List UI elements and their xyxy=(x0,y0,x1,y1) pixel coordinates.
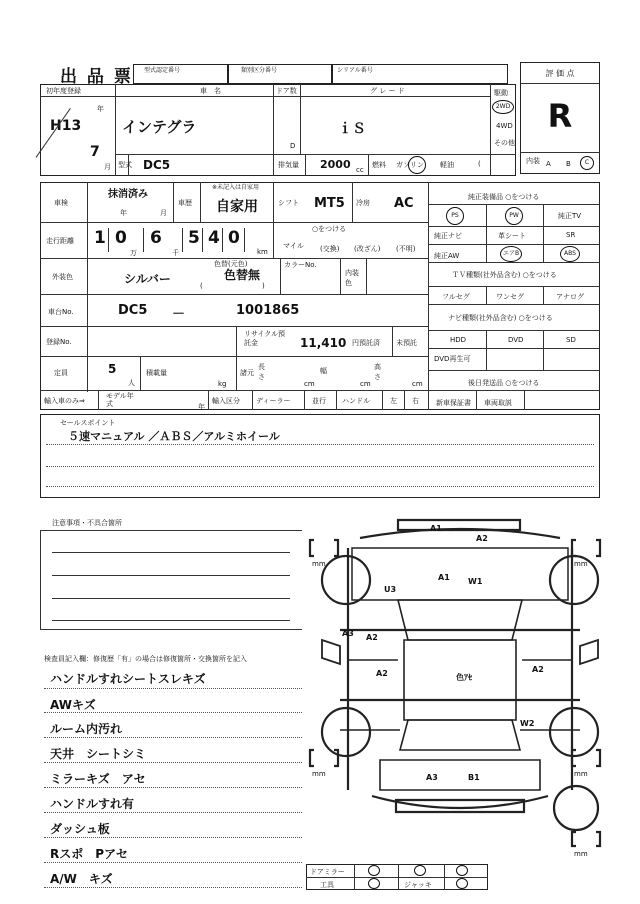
note-8: Rスポ Pアセ xyxy=(50,847,128,861)
form-title: 出 品 票 xyxy=(60,67,133,87)
mark-a3-rear: A3 xyxy=(426,773,438,782)
interior-c-circle: C xyxy=(580,156,594,170)
note-5: ミラーキズ アセ xyxy=(50,772,146,786)
airbag-circle: エアB xyxy=(500,246,522,262)
mark-a3-left: A3 xyxy=(342,629,354,638)
displacement: 2000 xyxy=(320,158,351,171)
mark-u3: U3 xyxy=(384,585,397,594)
reg-month: 7 xyxy=(90,144,100,160)
pw-circle: PW xyxy=(505,207,523,225)
mark-b1: B1 xyxy=(468,773,480,782)
exterior-color: シルバー xyxy=(124,272,171,286)
mirror-circle-3 xyxy=(456,865,468,876)
abs-circle: ABS xyxy=(560,246,580,262)
mark-a2-door: A2 xyxy=(376,669,388,678)
mark-a2-left: A2 xyxy=(366,633,378,642)
score-box: 評 価 点 R xyxy=(520,62,600,174)
ps-circle: PS xyxy=(446,207,464,225)
mark-a1-bumper: A1 xyxy=(430,524,442,533)
tools-circle xyxy=(368,878,380,889)
svg-text:mm: mm xyxy=(312,560,326,568)
note-9: A/W キズ xyxy=(50,872,113,886)
mirror-circle-1 xyxy=(368,865,380,876)
note-6: ハンドルすれ有 xyxy=(50,797,135,811)
mileage-digit-5: 4 xyxy=(208,228,220,248)
mirror-circle-2 xyxy=(414,865,426,876)
serial-box: シリアル番号 xyxy=(332,64,508,84)
sales-point-text: ５速マニュアル ／ＡＢＳ／アルミホイール xyxy=(68,430,280,443)
class-box: 類別区分番号 xyxy=(228,64,332,84)
svg-text:mm: mm xyxy=(312,770,326,778)
drive-2wd-circle: 2WD xyxy=(492,100,514,114)
type-cert-box: 型式認定番号 xyxy=(133,64,228,84)
chassis-number: 1001865 xyxy=(236,303,300,318)
ac-value: AC xyxy=(394,196,414,211)
capacity-value: 5 xyxy=(108,362,117,376)
mileage-digit-1: 1 xyxy=(94,228,108,248)
repaint-value: 色替無 xyxy=(224,268,261,282)
svg-text:mm: mm xyxy=(574,560,588,568)
score-value: R xyxy=(547,97,573,135)
mark-w1: W1 xyxy=(468,577,483,586)
jack-circle xyxy=(456,878,468,889)
car-history: 自家用 xyxy=(216,199,258,215)
chassis-prefix: DC5 xyxy=(118,303,148,318)
mileage-digit-2: 0 xyxy=(115,228,127,248)
car-name: インテグラ xyxy=(122,118,197,136)
model-code: DC5 xyxy=(143,158,171,172)
mark-w2: W2 xyxy=(520,719,535,728)
note-3: ルーム内汚れ xyxy=(50,722,123,736)
mark-a2-front: A2 xyxy=(476,534,488,543)
note-2: AWキズ xyxy=(50,698,96,712)
inspection-status: 抹消済み xyxy=(108,189,148,200)
mark-a2-right: A2 xyxy=(532,665,544,674)
mileage-digit-6: 0 xyxy=(228,228,240,248)
reg-year: H13 xyxy=(50,118,82,134)
mark-color-fade: 色ｱｾ xyxy=(456,673,472,682)
note-7: ダッシュ板 xyxy=(50,822,110,836)
note-1: ハンドルすれシートスレキズ xyxy=(50,672,206,686)
svg-text:mm: mm xyxy=(574,850,588,858)
mark-a1-hood: A1 xyxy=(438,573,450,582)
shift-value: MT5 xyxy=(314,196,345,211)
grade-value: ｉＳ xyxy=(338,121,366,137)
recycle-amount: 11,410 xyxy=(300,336,347,350)
note-4: 天井 シートシミ xyxy=(50,747,147,761)
svg-text:mm: mm xyxy=(574,770,588,778)
mileage-digit-4: 5 xyxy=(188,228,200,248)
mileage-digit-3: 6 xyxy=(150,228,162,248)
